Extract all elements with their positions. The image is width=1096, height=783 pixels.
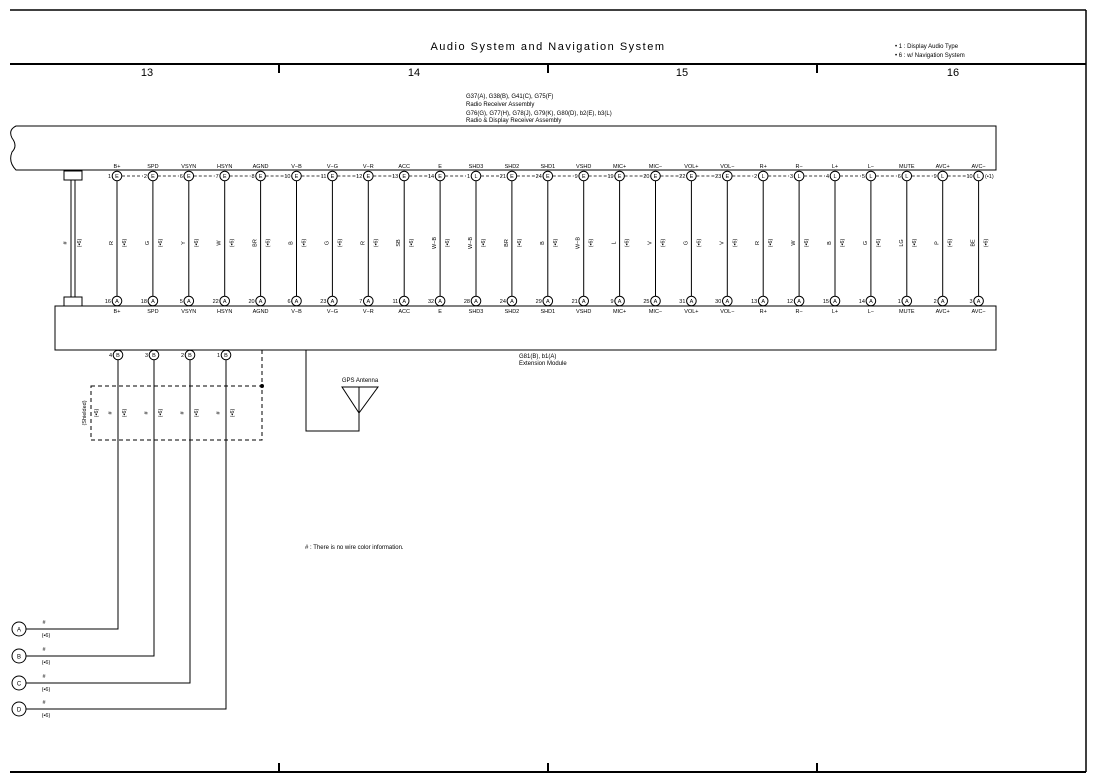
wire-19 [751,164,789,315]
wire-note: (•6) [516,238,523,248]
bottom-signal-label: SHD1 [540,309,556,315]
top-pin-number: 19 [607,174,614,180]
wire-1 [105,164,143,315]
section-14: 14 [407,67,421,79]
bottom-connector-letter: A [581,299,586,305]
bottom-connector-letter: A [474,299,478,305]
wire-note: (•6) [983,238,990,248]
bottom-connector-letter: A [438,299,442,305]
extension-output-2 [26,350,164,656]
wire-color: L [611,241,618,245]
top-signal-label: V−B [291,164,302,170]
bottom-pin-number: 23 [320,299,327,305]
wire-color: G [324,240,331,246]
shield-wire-color: # [144,411,150,415]
bottom-connector-letter: A [186,299,191,305]
wire-note: (•6) [732,238,739,248]
output-wire-line [26,360,154,656]
wire-color: SB [396,239,403,247]
receiver-codes-1: G37(A), G38(B), G41(C), G75(F) [466,94,554,100]
bottom-pin-number: 11 [392,299,399,305]
wire-note: (•6) [157,238,164,248]
top-end-note: (•1) [985,174,994,180]
gps-antenna-label: GPS Antenna [341,378,379,384]
extension-connector-letter: B [224,353,228,359]
bottom-pin-number: 12 [786,299,794,305]
shield-wire-note: (•6) [158,408,164,418]
extension-connector-letter: B [116,353,120,359]
output-wire-line [26,360,118,629]
bottom-signal-label: AVC− [971,309,986,315]
note-2: • 6 : w/ Navigation System [895,53,965,59]
connector-wire-color: # [42,647,46,653]
section-16: 16 [946,67,960,79]
wire-18 [715,164,753,315]
bottom-connector-letter: A [797,299,801,305]
bottom-signal-label: SHD2 [504,309,520,315]
wire-note: (•6) [122,238,128,248]
bottom-signal-label: AGND [252,309,269,315]
wire-3 [180,164,215,315]
wire-color: Y [180,241,187,245]
top-connector-letter: E [617,174,622,180]
shield-wire-color: # [216,411,222,415]
top-pin-number: 9 [574,174,578,180]
wire-8 [356,164,394,315]
top-connector-letter: L [474,174,478,180]
wire-color: BR [252,239,259,247]
wire-note: (•6) [624,238,631,248]
top-connector-letter: E [294,174,299,180]
top-connector-letter: L [869,174,873,180]
bottom-connector-letter: A [402,299,407,305]
bottom-signal-label: R− [795,309,803,315]
wire-color: B [827,241,833,245]
bottom-connector-letter: A [222,299,227,305]
extension-output-3 [26,350,200,683]
bottom-signal-label: V−B [291,309,302,315]
top-pin-number: 3 [790,174,794,180]
wire-color: G [683,240,690,246]
receiver-codes-2: G76(G), G77(H), G78(J), G79(K), G80(D), b2(E), b3(L) [466,111,612,117]
left-wire [63,171,83,306]
top-signal-label: HSYN [217,164,233,170]
top-pin-number: 20 [643,174,650,180]
left-wire-color: # [63,241,69,245]
bottom-signal-label: SHD3 [468,309,484,315]
bottom-signal-label: B+ [113,309,121,315]
wire-group [105,164,990,315]
extension-pin-number: 3 [144,353,148,359]
wire-note: (•6) [696,238,703,248]
wire-6 [284,164,322,315]
bottom-signal-label: VSYN [181,309,197,315]
bottom-connector-letter: A [258,299,263,305]
section-13: 13 [140,67,154,79]
top-connector-letter: E [653,174,658,180]
top-connector-letter: E [222,174,227,180]
bottom-pin-number: 13 [751,299,758,305]
receiver-name-1: Radio Receiver Assembly [466,102,535,108]
note-1: • 1 : Display Audio Type [895,44,959,50]
bottom-pin-number: 18 [140,299,147,305]
top-signal-label: B+ [113,164,121,170]
top-signal-label: VSHD [576,164,592,170]
extension-output-1 [26,350,128,629]
bottom-signal-label: ACC [398,309,411,315]
receiver-name-2: Radio & Display Receiver Assembly [466,118,562,124]
top-connector-letter: E [438,174,442,180]
top-pin-number: 2 [143,174,147,180]
top-pin-number: 9 [933,174,937,180]
bottom-pin-number: 2 [933,299,937,305]
wire-25 [966,164,989,315]
top-connector-letter: E [402,174,407,180]
connector-label: C [16,681,22,688]
extension-module-name: Extension Module [519,361,567,367]
bottom-signal-label: V−G [326,309,338,315]
top-connector-letter: L [905,174,909,180]
wire-note: (•6) [337,238,344,248]
wire-note: (•6) [193,238,200,248]
bottom-signal-label: MIC+ [612,309,627,315]
bottom-connector-letter: A [725,299,730,305]
section-15: 15 [675,67,689,79]
bottom-connector-letter: A [689,299,694,305]
wire-20 [787,164,825,315]
connector-wire-note: (•6) [41,660,51,666]
top-connector-letter: L [977,174,981,180]
wire-note: (•6) [552,238,559,248]
bottom-pin-number: 31 [679,299,686,305]
top-pin-number: 14 [427,174,435,180]
bottom-pin-number: 7 [359,299,363,305]
wire-color: V [647,241,654,245]
wire-note: (•6) [588,238,595,248]
shield-wire-note: (•6) [194,408,200,418]
bottom-signal-label: MUTE [899,309,915,315]
top-pin-number: 10 [284,174,291,180]
extension-module-code: G81(B), b1(A) [519,354,557,360]
top-connector-letter: E [330,174,335,180]
connector-label: A [16,627,22,634]
shield-wire-color: # [108,411,114,415]
top-pin-number: 11 [320,174,327,180]
wire-9 [392,164,430,315]
output-wire-line [26,360,190,683]
wire-note: (•6) [804,238,811,248]
top-signal-label: MIC− [648,164,663,170]
top-connector-letter: E [545,174,550,180]
shield-junction [260,384,264,388]
extension-output-4 [26,350,236,709]
wire-note: (•6) [265,238,272,248]
bottom-connector-letter: A [976,299,981,305]
wire-color: R [109,241,115,245]
top-pin-number: 24 [535,174,542,180]
connector-wire-note: (•6) [41,687,51,693]
wire-note: (•6) [373,238,380,248]
top-pin-number: 8 [251,174,255,180]
wire-24 [934,164,969,315]
top-pin-number: 6 [179,174,183,180]
wire-note: (•6) [840,238,846,248]
wire-21 [823,164,861,315]
bottom-signal-label: V−R [362,309,374,315]
top-connector-letter: E [510,174,514,180]
wire-note: (•6) [660,238,667,248]
top-pin-number: 6 [897,174,901,180]
no-color-note: # : There is no wire color information. [305,545,404,551]
connector-wire-note: (•6) [41,633,51,639]
bottom-signal-label: E [438,309,442,315]
top-pin-number: 23 [715,174,722,180]
wire-note: (•6) [301,238,308,248]
wire-color: W−B [575,236,582,250]
top-signal-label: MUTE [899,164,915,170]
top-signal-label: SHD1 [540,164,556,170]
wire-color: W−B [468,236,474,250]
wire-note: (•6) [409,238,416,248]
wire-15 [607,164,645,315]
top-connector-letter: E [725,174,730,180]
bottom-connector-letter: A [510,299,514,305]
top-signal-label: E [438,164,442,170]
wire-4 [213,164,251,315]
top-pin-number: 21 [499,174,506,180]
top-signal-label: V−R [362,164,374,170]
bottom-signal-label: SPD [147,309,159,315]
connector-wire-color: # [42,620,46,626]
top-pin-number: 1 [107,174,111,180]
bottom-connector-letter: A [330,299,335,305]
top-connector-letter: L [761,174,765,180]
top-connector-letter: L [797,174,801,180]
top-connector-letter: E [366,174,371,180]
top-connector-letter: L [833,174,837,180]
top-signal-label: MIC+ [612,164,627,170]
bottom-connector-letter: A [366,299,371,305]
bottom-signal-label: AVC+ [935,309,950,315]
top-pin-number: 22 [679,174,686,180]
bottom-signal-label: MIC− [648,309,663,315]
top-connector-letter: E [581,174,586,180]
bottom-signal-label: VOL− [720,309,735,315]
bottom-pin-number: 24 [499,299,506,305]
bottom-connector-letter: A [653,299,658,305]
wire-note: (•6) [481,238,487,248]
wire-2 [141,164,179,315]
wire-10 [428,164,466,315]
wire-note: (•6) [911,238,918,248]
bottom-pin-number: 22 [212,299,219,305]
bottom-pin-number: 28 [463,299,470,305]
bottom-connector-letter: A [115,299,119,305]
bottom-signal-label: VSHD [576,309,592,315]
extension-pin-number: 1 [216,353,220,359]
wire-16 [643,164,681,315]
top-connector-letter: E [186,174,191,180]
wire-color: BE [970,239,977,247]
top-signal-label: L− [867,164,875,170]
top-connector-letter: L [941,174,945,180]
wire-color: W [791,240,798,246]
wire-color: V [719,241,726,245]
bottom-pin-number: 25 [643,299,650,305]
wire-color: R [755,241,762,245]
wire-color: B [288,241,295,245]
top-pin-number: 7 [215,174,219,180]
top-pin-number: 4 [825,174,829,180]
wire-color: W [216,240,223,246]
wire-12 [500,164,538,315]
top-signal-label: R+ [759,164,767,170]
bottom-connector-letter: A [761,299,766,305]
shield-wire-note: (•6) [122,408,128,418]
bottom-connector-letter: A [904,299,909,305]
wire-note: (•6) [229,238,236,248]
wire-13 [536,164,574,315]
top-signal-label: R− [795,164,803,170]
extension-connector-letter: B [152,353,156,359]
connector-wire-color: # [42,700,46,706]
top-signal-label: SPD [147,164,159,170]
bottom-connector-letter: A [869,299,873,305]
bottom-pin-number: 6 [287,299,291,305]
bottom-connector-letter: A [294,299,299,305]
top-pin-number: 10 [966,174,973,180]
wire-note: (•6) [445,238,452,248]
top-signal-label: VOL− [720,164,735,170]
bottom-connector-letter: A [151,299,155,305]
extension-connector-letter: B [188,353,192,359]
wire-color: BR [503,239,510,247]
top-signal-label: V−G [326,164,338,170]
top-pin-number: 1 [466,174,470,180]
bottom-pin-number: 15 [822,299,829,305]
top-signal-label: SHD3 [468,164,484,170]
connector-wire-note: (•6) [41,713,51,719]
bottom-connector-letter: A [940,299,945,305]
wire-11 [464,164,502,315]
connector-label: B [16,654,22,661]
left-wire-note: (•6) [77,238,83,248]
top-signal-label: AVC− [971,164,986,170]
connector-group [12,620,50,719]
top-signal-label: VOL+ [684,164,699,170]
shielded-box [91,386,262,440]
top-signal-label: L+ [831,164,839,170]
shielded-label: (Shielded) [82,400,88,426]
top-pin-number: 2 [754,174,758,180]
bottom-pin-number: 3 [969,299,973,305]
connector-wire-color: # [42,674,46,680]
top-connector-letter: E [689,174,694,180]
bottom-pin-number: 16 [104,299,111,305]
top-signal-label: SHD2 [504,164,520,170]
extension-output-group [26,350,236,709]
bottom-pin-number: 29 [535,299,542,305]
wire-color: LG [898,239,905,247]
bottom-pin-number: 5 [179,299,183,305]
top-pin-number: 12 [356,174,363,180]
connector-label: D [16,707,22,714]
bottom-pin-number: 1 [897,299,901,305]
top-connector-letter: E [151,174,155,180]
top-pin-number: 13 [392,174,399,180]
wire-14 [572,164,610,315]
wire-5 [248,164,286,315]
bottom-signal-label: R+ [759,309,767,315]
shield-wire-note: (•6) [230,408,236,418]
shielded-note: (•6) [94,408,100,418]
bottom-pin-number: 9 [610,299,614,305]
wire-color: B [539,241,546,245]
bottom-signal-label: L+ [831,309,839,315]
wire-note: (•6) [875,238,882,248]
bottom-pin-number: 21 [571,299,578,305]
wire-17 [679,164,717,315]
wire-23 [898,164,933,315]
page-frame [10,10,1086,772]
wire-note: (•6) [768,238,775,248]
bottom-pin-number: 20 [248,299,255,305]
bottom-connector-letter: A [833,299,837,305]
wire-color: R [360,241,367,245]
top-connector-letter: E [115,174,119,180]
top-connector-letter: E [258,174,263,180]
wire-color: W−B [432,236,439,250]
bottom-pin-number: 30 [715,299,722,305]
top-pin-number: 5 [861,174,865,180]
top-signal-label: AGND [252,164,269,170]
bottom-signal-label: HSYN [217,309,233,315]
extension-pin-number: 2 [180,353,184,359]
bottom-pin-number: 32 [427,299,435,305]
top-signal-label: VSYN [181,164,197,170]
bottom-connector-letter: A [545,299,550,305]
wire-note: (•6) [947,238,954,248]
top-signal-label: AVC+ [935,164,950,170]
gps-antenna [306,350,379,431]
wire-7 [320,164,358,315]
diagram-title: Audio System and Navigation System [430,41,666,53]
bottom-signal-label: L− [867,309,875,315]
bottom-signal-label: VOL+ [684,309,699,315]
wire-color: P [934,241,941,245]
wire-22 [859,164,897,315]
shield-wire-color: # [180,411,186,415]
bottom-connector-letter: A [617,299,622,305]
wire-color: G [144,240,151,246]
top-signal-label: ACC [398,164,411,170]
wire-color: G [862,240,869,246]
extension-pin-number: 4 [108,353,112,359]
bottom-pin-number: 14 [858,299,865,305]
